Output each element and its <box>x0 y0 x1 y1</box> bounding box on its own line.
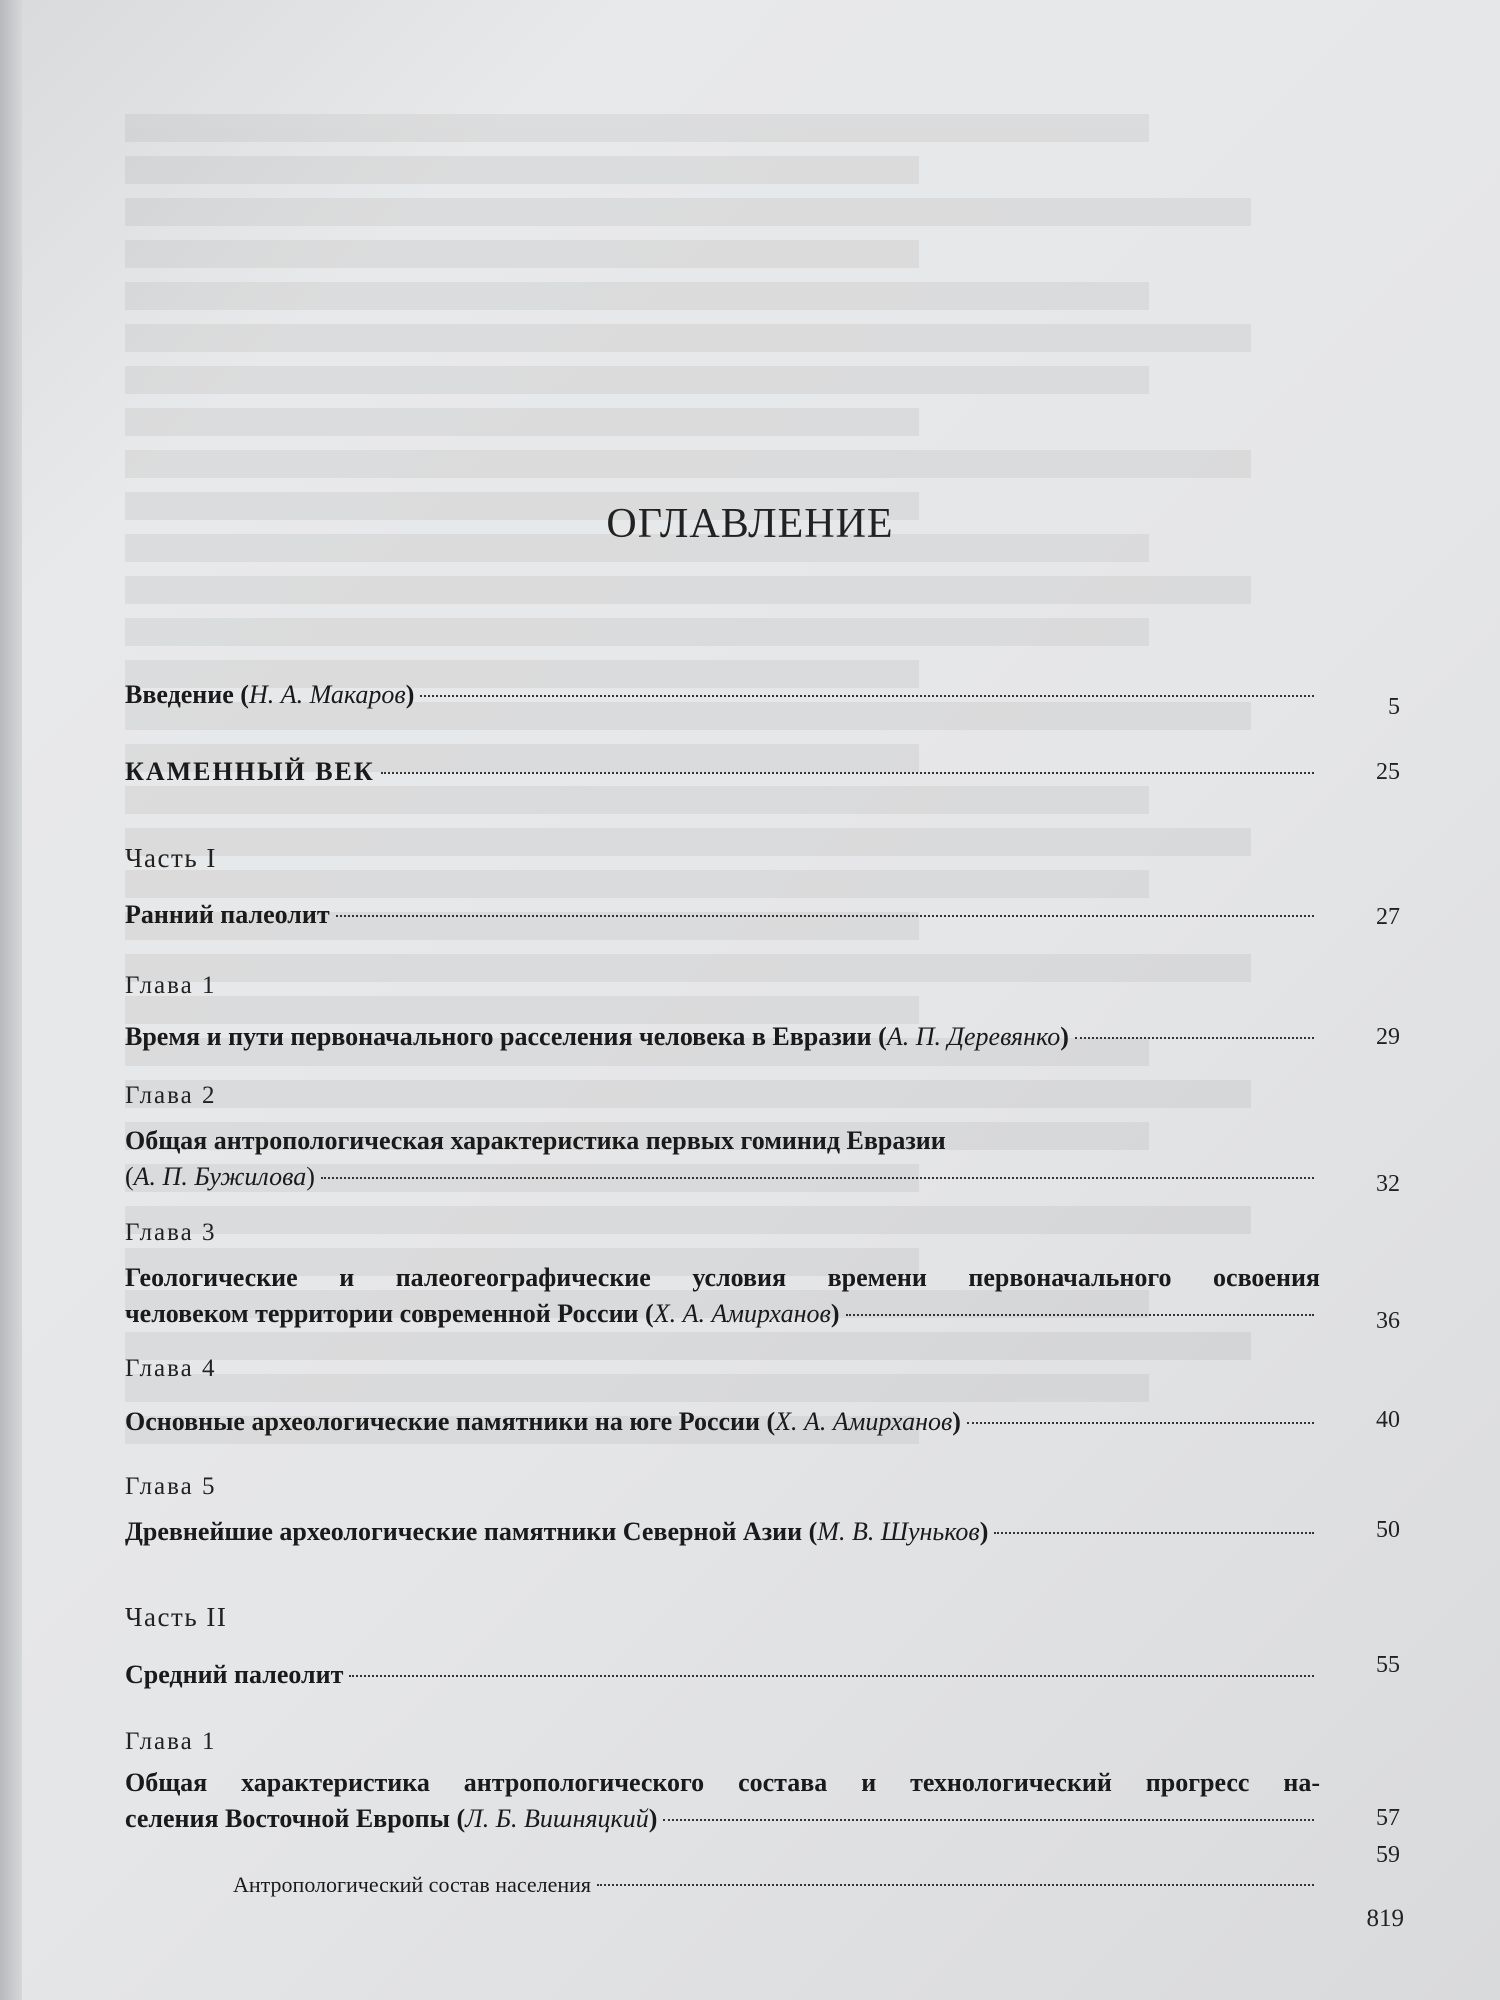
toc-entry-p1-ch2[interactable]: Общая антропологическая характеристика первых гоминид Евразии (А. П. Бужилова) 32 <box>125 1126 1400 1197</box>
page-number: 40 <box>1376 1407 1400 1433</box>
toc-entry-p1-ch3[interactable]: Геологические и палеогеографические условия времени первоначального освоения человеком территории современной России (Х. А. Амирханов) 36 <box>125 1263 1400 1334</box>
toc-entry-p2-ch1[interactable]: Общая характеристика антропологического состава и технологический прогресс на- селения Восточной Европы (Л. Б. Вишняцкий) 57 <box>125 1768 1400 1833</box>
page-number: 29 <box>1376 1024 1400 1050</box>
entry-title: Основные археологические памятники на юге России <box>125 1407 760 1436</box>
leader-dots <box>420 695 1314 697</box>
page-number: 50 <box>1376 1517 1400 1543</box>
toc-entry-p2-sub1[interactable] <box>125 1842 1400 1898</box>
chapter-label: Глава 1 <box>125 1728 217 1755</box>
entry-author: Х. А. Амирханов <box>653 1299 831 1328</box>
entry-title: Антропологический состав населения <box>233 1872 592 1897</box>
toc-entry-part1[interactable] <box>125 900 1400 930</box>
page-number: 32 <box>1376 1171 1400 1197</box>
entry-author: М. В. Шуньков <box>817 1517 980 1546</box>
toc-entry-part2[interactable] <box>125 1652 1400 1690</box>
entry-title-line1: Общая характеристика антропологического состава и технологический прогресс на- <box>125 1768 1320 1797</box>
leader-dots <box>597 1884 1314 1886</box>
entry-title: Введение <box>125 680 234 709</box>
leader-dots <box>846 1314 1315 1316</box>
part-label: Часть I <box>125 843 217 873</box>
chapter-label: Глава 1 <box>125 972 217 999</box>
leader-dots <box>994 1532 1314 1534</box>
page-number: 27 <box>1376 904 1400 930</box>
page-number: 59 <box>1376 1842 1400 1868</box>
entry-title-line2: человеком территории современной России <box>125 1299 639 1328</box>
leader-dots <box>1075 1037 1314 1039</box>
toc-entry-p1-ch1[interactable]: Время и пути первоначального расселения человека в Евразии (А. П. Деревянко) 29 <box>125 1022 1400 1051</box>
chapter-label: Глава 4 <box>125 1355 217 1382</box>
page-number: 57 <box>1376 1805 1400 1831</box>
leader-dots <box>381 772 1314 774</box>
part-label: Часть II <box>125 1602 228 1632</box>
toc-entry-intro[interactable]: Введение (Н. А. Макаров) 5 <box>125 680 1400 720</box>
toc-entry-p1-ch4[interactable]: Основные археологические памятники на юге России (Х. А. Амирханов) 40 <box>125 1407 1400 1436</box>
chapter-label: Глава 2 <box>125 1082 217 1109</box>
page-number: 25 <box>1376 759 1400 785</box>
entry-author: А. П. Деревянко <box>886 1022 1061 1051</box>
entry-author: Х. А. Амирханов <box>775 1407 953 1436</box>
leader-dots <box>321 1177 1314 1179</box>
section-title: КАМЕННЫЙ ВЕК <box>125 757 375 786</box>
entry-title-line1: Геологические и палеогеографические условия времени первоначального освоения <box>125 1263 1320 1292</box>
folio-page-number: 819 <box>1366 1905 1404 1932</box>
entry-author: Л. Б. Вишняцкий <box>465 1804 649 1833</box>
chapter-label: Глава 3 <box>125 1219 217 1246</box>
page-edge <box>0 0 22 2000</box>
toc-entry-section[interactable] <box>125 757 1400 787</box>
entry-title: Ранний палеолит <box>125 900 330 929</box>
entry-title: Древнейшие археологические памятники Северной Азии <box>125 1517 803 1546</box>
leader-dots <box>349 1675 1314 1677</box>
page-number: 36 <box>1376 1308 1400 1334</box>
chapter-label: Глава 5 <box>125 1473 217 1500</box>
leader-dots <box>336 915 1314 917</box>
page-title: ОГЛАВЛЕНИЕ <box>606 501 894 547</box>
entry-author: Н. А. Макаров <box>248 680 406 709</box>
toc-entry-p1-ch5[interactable]: Древнейшие археологические памятники Северной Азии (М. В. Шуньков) 50 <box>125 1517 1400 1546</box>
entry-author: А. П. Бужилова <box>133 1162 307 1191</box>
leader-dots <box>967 1422 1314 1424</box>
page-number: 5 <box>1388 694 1400 720</box>
entry-title: Общая антропологическая характеристика первых гоминид Евразии <box>125 1126 946 1155</box>
leader-dots <box>663 1819 1314 1821</box>
page-number: 55 <box>1376 1652 1400 1678</box>
entry-title-line2: селения Восточной Европы <box>125 1804 450 1833</box>
entry-title: Время и пути первоначального расселения человека в Евразии <box>125 1022 872 1051</box>
entry-title: Средний палеолит <box>125 1660 344 1689</box>
